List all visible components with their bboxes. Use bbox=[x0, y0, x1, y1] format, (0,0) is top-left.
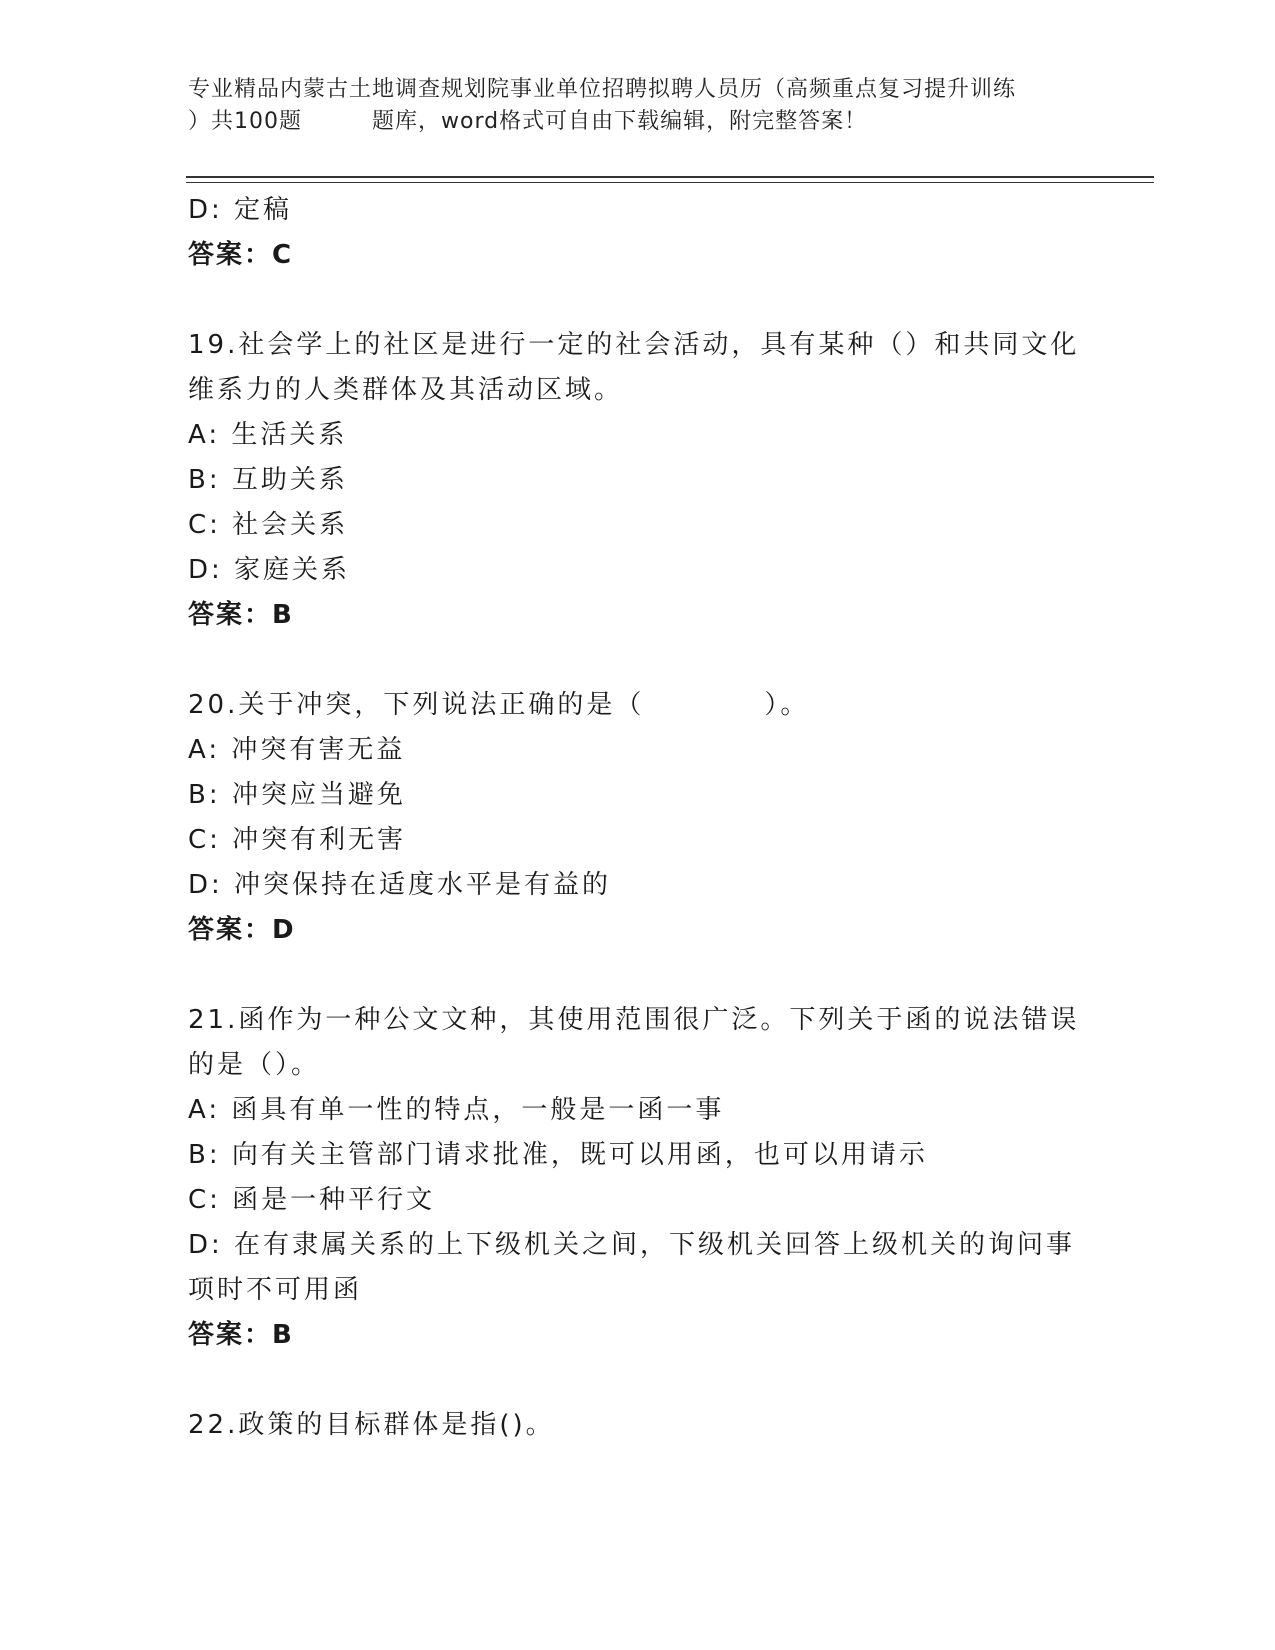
q22-stem: 22.政策的目标群体是指()。 bbox=[188, 1410, 555, 1440]
q20-option-a: A: 冲突有害无益 bbox=[188, 735, 406, 765]
q20-option-c: C: 冲突有利无害 bbox=[188, 825, 407, 855]
q19-stem-line-2: 维系力的人类群体及其活动区域。 bbox=[188, 375, 624, 405]
q20-stem-start: 20.关于冲突，下列说法正确的是（ bbox=[188, 690, 645, 720]
q21-option-c: C: 函是一种平行文 bbox=[188, 1185, 436, 1215]
q20-option-d: D: 冲突保持在适度水平是有益的 bbox=[188, 870, 612, 900]
q21-option-d-continued: 项时不可用函 bbox=[188, 1275, 363, 1305]
q19-answer: 答案：B bbox=[188, 600, 294, 630]
q21-option-b: B: 向有关主管部门请求批准，既可以用函，也可以用请示 bbox=[188, 1140, 928, 1170]
q21-answer: 答案：B bbox=[188, 1320, 294, 1350]
q19-option-c: C: 社会关系 bbox=[188, 510, 349, 540]
page-header bbox=[188, 74, 1088, 138]
q20-answer: 答案：D bbox=[188, 915, 296, 945]
q19-option-b: B: 互助关系 bbox=[188, 465, 348, 495]
q21-option-d: D: 在有隶属关系的上下级机关之间，下级机关回答上级机关的询问事 bbox=[188, 1230, 1076, 1260]
q21-stem-line-2: 的是（）。 bbox=[188, 1050, 321, 1080]
prev-option-d: D: 定稿 bbox=[188, 195, 293, 225]
q19-stem-line-1: 19.社会学上的社区是进行一定的社会活动，具有某种（）和共同文化 bbox=[188, 330, 1080, 360]
q20-option-b: B: 冲突应当避免 bbox=[188, 780, 406, 810]
header-divider bbox=[186, 176, 1154, 178]
header-download-note: 题库，word格式可自由下载编辑，附完整答案！ bbox=[372, 109, 868, 134]
q20-stem bbox=[188, 683, 1088, 728]
q20-stem-end: ）。 bbox=[764, 690, 810, 720]
prev-answer: 答案：C bbox=[188, 240, 294, 270]
q19-option-a: A: 生活关系 bbox=[188, 420, 348, 450]
header-question-count: ）共100题 bbox=[188, 109, 302, 134]
q21-stem-line-1: 21.函作为一种公文文种，其使用范围很广泛。下列关于函的说法错误 bbox=[188, 1005, 1080, 1035]
question-content bbox=[188, 188, 1088, 1448]
header-title-line-1: 专业精品内蒙古土地调查规划院事业单位招聘拟聘人员历（高频重点复习提升训练 bbox=[188, 77, 1017, 102]
header-divider-thin bbox=[186, 182, 1154, 183]
header-title-line-2 bbox=[188, 106, 1088, 138]
q19-option-d: D: 家庭关系 bbox=[188, 555, 351, 585]
q21-option-a: A: 函具有单一性的特点，一般是一函一事 bbox=[188, 1095, 725, 1125]
